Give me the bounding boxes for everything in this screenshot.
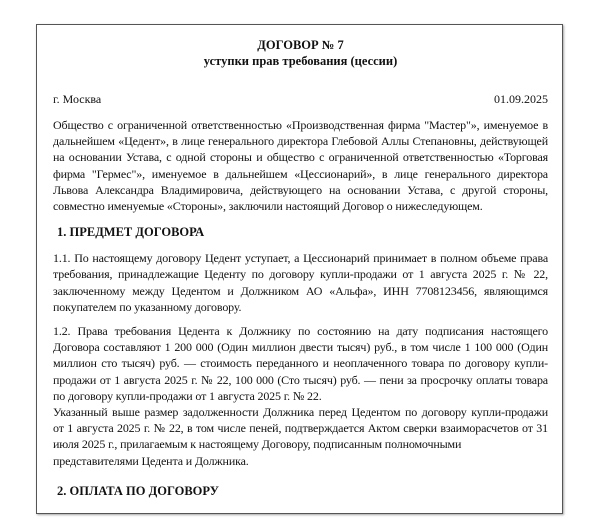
clause-1-1 [53, 250, 548, 315]
text-line: требования, принадлежащие Цеденту по договору купли-продажи от 1 августа 2025 г. № 22, [53, 267, 548, 282]
date: 01.09.2025 [494, 92, 548, 106]
text-line: 1.2. Права требования Цедента к Должнику по состоянию на дату подписания настоящего [53, 324, 548, 339]
text-line: представителями Цедента и Должника. [53, 453, 249, 468]
text-line: Львова Александра Владимировича, действующего на основании Устава, с другой стороны, [53, 182, 548, 197]
text-line: продажи от 1 августа 2025 г. № 22, 100 000 (Сто тысяч) руб. — пени за просрочку оплаты товара [53, 372, 548, 387]
text-line: от 1 августа 2025 г. № 22, в том числе пеней, подтверждается Актом сверки взаиморасчетов от 31 [53, 421, 548, 436]
text-line: Общество с ограниченной ответственностью «Производственная фирма "Мастер"», именуемое в [53, 118, 548, 132]
text-line: заключенному между Цедентом и Должником АО «Альфа», ИНН 7708123456, являющимся [53, 283, 548, 298]
city: г. Москва [53, 92, 102, 106]
document-page [36, 24, 563, 514]
text-line: на основании Устава, с одной стороны и общество с ограниченной ответственностью «Торговая [53, 150, 548, 165]
text-line: миллион сто тысяч) руб. — стоимость переданного и неоплаченного товара по договору купли- [53, 356, 548, 371]
text-line: Указанный выше размер задолженности Должника перед Цедентом по договору купли-продажи [53, 405, 548, 420]
city-date-row [53, 91, 548, 107]
text-line: дальнейшем «Цедент», в лице генерального директора Глебовой Аллы Степановны, действующей [53, 134, 548, 149]
text-line: Договора составляют 1 200 000 (Один миллион двести тысяч) руб., в том числе 1 100 000 (Один [53, 340, 548, 355]
preamble [53, 117, 548, 214]
text-line: совместно именуемые «Стороны», заключили настоящий Договор о нижеследующем. [53, 199, 483, 214]
text-line: июля 2025 г., прилагаемым к настоящему Договору, подписанным полномочными [53, 437, 462, 452]
text-line: фирма "Гермес"», именуемое в дальнейшем «Цессионарий», в лице генерального директора [53, 166, 548, 181]
document-subtitle: уступки прав требования (цессии) [203, 54, 398, 68]
text-line: 1.1. По настоящему договору Цедент уступает, а Цессионарий принимает в полном объеме права [53, 251, 548, 266]
section-1-heading: 1. ПРЕДМЕТ ДОГОВОРА [57, 225, 205, 240]
text-line: покупателем по указанному договору. [53, 299, 242, 314]
clause-1-2 [53, 323, 548, 469]
text-line: по договору купли-продажи от 1 августа 2025 г. № 22. [53, 388, 322, 403]
section-2-heading: 2. ОПЛАТА ПО ДОГОВОРУ [57, 483, 219, 498]
document-title: ДОГОВОР № 7 [257, 38, 344, 52]
